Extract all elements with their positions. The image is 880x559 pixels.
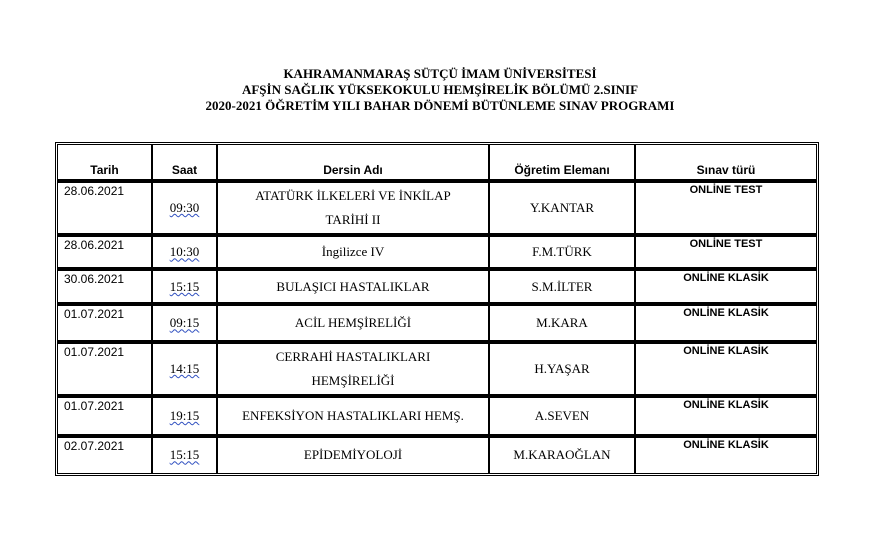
instructor-name: F.M.TÜRK [489,236,635,268]
course-name: BULAŞICI HASTALIKLAR [217,270,489,303]
exam-date: 30.06.2021 [57,270,152,303]
document-header [0,66,880,114]
column-header-exam-type: Sınav türü [635,144,817,180]
exam-time: 15:15 [152,437,217,474]
course-name: EPİDEMİYOLOJİ [217,437,489,474]
exam-type: ONLİNE KLASİK [635,270,817,303]
exam-type: ONLİNE KLASİK [635,437,817,474]
table-row [57,437,817,474]
exam-schedule-table [55,142,819,476]
course-name: CERRAHİ HASTALIKLARI HEMŞİRELİĞİ [217,343,489,394]
instructor-name: S.M.İLTER [489,270,635,303]
exam-date: 28.06.2021 [57,236,152,268]
exam-time: 09:15 [152,305,217,341]
exam-type: ONLİNE TEST [635,182,817,234]
program-title: 2020-2021 ÖĞRETİM YILI BAHAR DÖNEMİ BÜTÜNLEME SINAV PROGRAMI [205,98,675,113]
table-row [57,182,817,234]
exam-type: ONLİNE KLASİK [635,305,817,341]
course-name: İngilizce IV [217,236,489,268]
exam-time: 10:30 [152,236,217,268]
course-name: ATATÜRK İLKELERİ VE İNKİLAP TARİHİ II [217,182,489,234]
instructor-name: M.KARA [489,305,635,341]
instructor-name: A.SEVEN [489,397,635,435]
exam-time: 19:15 [152,397,217,435]
exam-date: 01.07.2021 [57,343,152,394]
exam-date: 01.07.2021 [57,397,152,435]
table-header-row [57,144,817,180]
instructor-name: Y.KANTAR [489,182,635,234]
exam-time: 09:30 [152,182,217,234]
table-row [57,270,817,303]
university-name: KAHRAMANMARAŞ SÜTÇÜ İMAM ÜNİVERSİTESİ [283,66,597,81]
course-name: ENFEKSİYON HASTALIKLARI HEMŞ. [217,397,489,435]
exam-type: ONLİNE KLASİK [635,397,817,435]
exam-date: 02.07.2021 [57,437,152,474]
exam-time: 14:15 [152,343,217,394]
department-name: AFŞİN SAĞLIK YÜKSEKOKULU HEMŞİRELİK BÖLÜMÜ 2.SINIF [241,82,639,97]
exam-time: 15:15 [152,270,217,303]
exam-type: ONLİNE TEST [635,236,817,268]
table-row [57,343,817,394]
course-name: ACİL HEMŞİRELİĞİ [217,305,489,341]
column-header-instructor: Öğretim Elemanı [489,144,635,180]
column-header-time: Saat [152,144,217,180]
column-header-date: Tarih [57,144,152,180]
table-row [57,305,817,341]
table-row [57,397,817,435]
instructor-name: M.KARAOĞLAN [489,437,635,474]
exam-type: ONLİNE KLASİK [635,343,817,394]
table-row [57,236,817,268]
exam-date: 28.06.2021 [57,182,152,234]
exam-date: 01.07.2021 [57,305,152,341]
column-header-course: Dersin Adı [217,144,489,180]
instructor-name: H.YAŞAR [489,343,635,394]
